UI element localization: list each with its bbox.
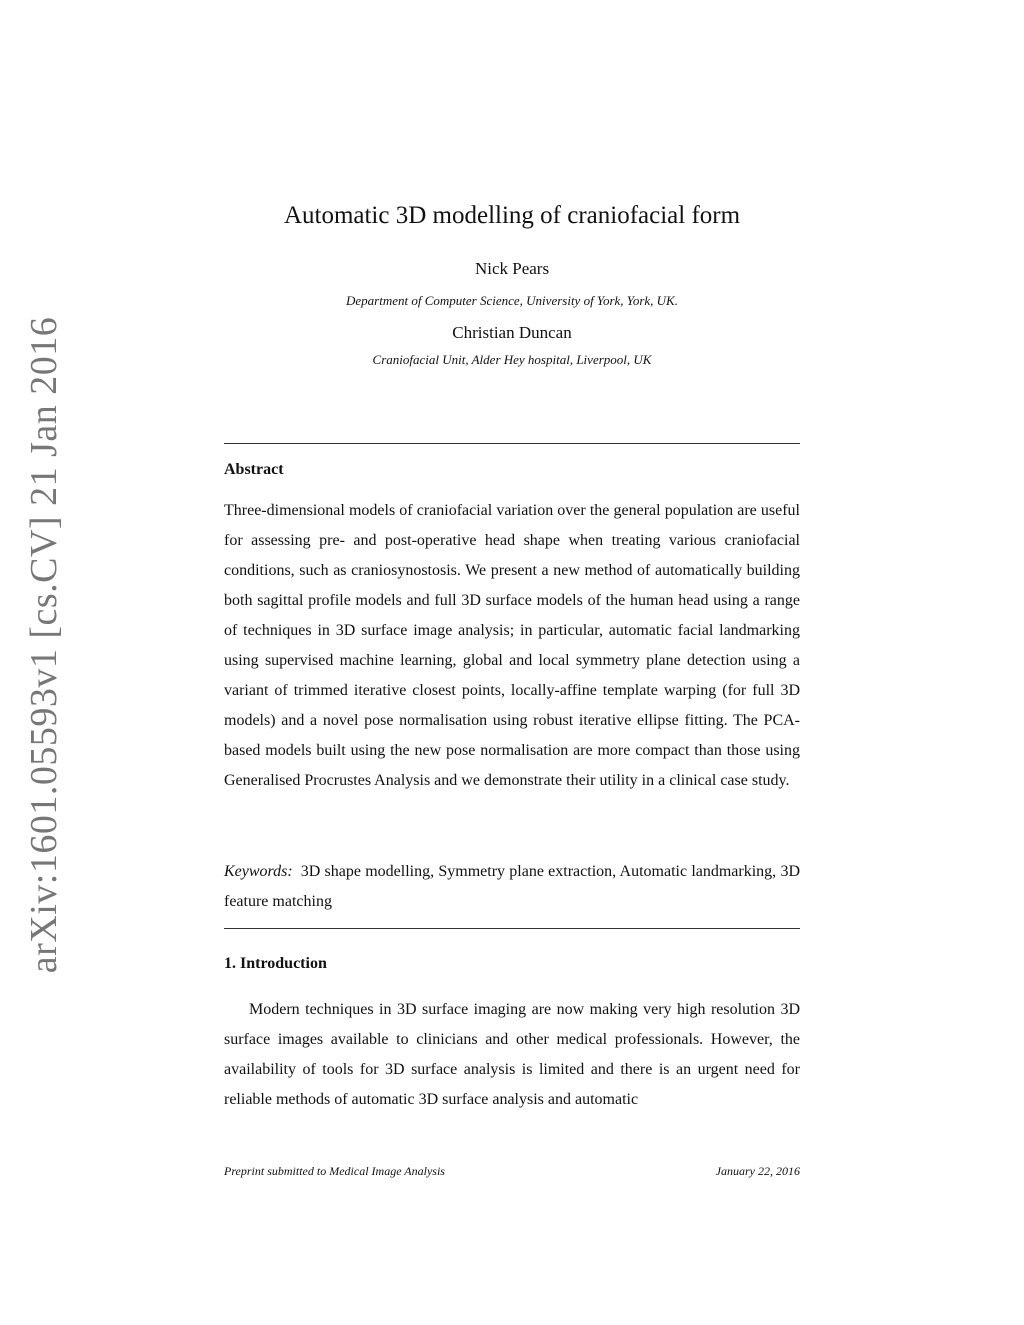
keywords-label: Keywords: bbox=[224, 863, 293, 880]
arxiv-identifier-stamp: arXiv:1601.05593v1 [cs.CV] 21 Jan 2016 bbox=[23, 316, 65, 974]
author-affiliation-1: Department of Computer Science, University of York, York, UK. bbox=[346, 293, 678, 308]
keywords bbox=[224, 857, 800, 917]
author-affiliation-2: Craniofacial Unit, Alder Hey hospital, Liverpool, UK bbox=[372, 352, 652, 367]
footer-date: January 22, 2016 bbox=[715, 1164, 800, 1178]
keywords-text: 3D shape modelling, Symmetry plane extraction, Automatic landmarking, 3D feature matching bbox=[224, 863, 800, 910]
author-name-2: Christian Duncan bbox=[452, 323, 572, 342]
introduction-text: Modern techniques in 3D surface imaging are now making very high resolution 3D surface images available to clinicians and other medical professionals. However, the availability of tools for 3D surface analysis is limited and there is an urgent need for reliable methods of automatic 3D surface analysis and automatic bbox=[224, 1001, 800, 1108]
abstract-heading: Abstract bbox=[224, 461, 284, 478]
abstract-bottom-rule bbox=[224, 928, 800, 929]
paper-title: Automatic 3D modelling of craniofacial form bbox=[283, 202, 741, 229]
section-heading-introduction: 1. Introduction bbox=[224, 955, 327, 972]
abstract-top-rule bbox=[224, 443, 800, 444]
author-name-1: Nick Pears bbox=[474, 259, 550, 278]
abstract-text: Three-dimensional models of craniofacial variation over the general population are useful for assessing pre- and post-operative head shape when treating various craniofacial conditions, such as craniosynostosis. We present a new method of automatically building both sagittal profile models and full 3D surface models of the human head using a range of techniques in 3D surface image analysis; in particular, automatic facial landmarking using supervised machine learning, global and local symmetry plane detection using a variant of trimmed iterative closest points, locally-affine template warping (for full 3D models) and a novel pose normalisation using robust iterative ellipse fitting. The PCA-based models built using the new pose normalisation are more compact than those using Generalised Procrustes Analysis and we demonstrate their utility in a clinical case study. bbox=[224, 502, 800, 789]
footer-preprint-note: Preprint submitted to Medical Image Analysis bbox=[224, 1164, 445, 1178]
